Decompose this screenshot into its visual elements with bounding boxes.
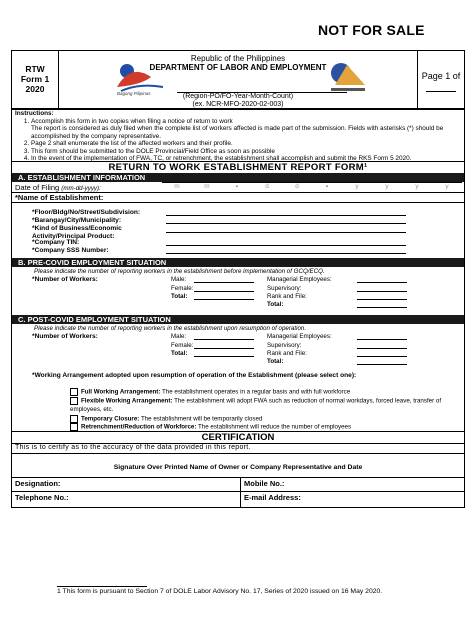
section-c-header: C. POST-COVID EMPLOYMENT SITUATION [12,315,464,324]
post-total-right-input[interactable] [357,364,407,365]
section-c-note: Please indicate the number of reporting workers in the establishment upon resumption of operation. [34,325,307,332]
certification-text: This is to certify as to the accuracy of the data provided in this report. [15,444,251,451]
address-input[interactable] [166,215,406,216]
section-b-note: Please indicate the number of reporting workers in the establishment before implementation of GCQ/ECQ. [34,268,325,275]
establishment-name-label: *Name of Establishment: [15,193,104,202]
option-flexible-arrangement[interactable]: Flexible Working Arrangement: The establishment will adopt FWA such as reduction of normal workdays, forced leave, transfer of employees, etc. [70,397,442,413]
post-managerial-input[interactable] [357,339,407,340]
tin-input[interactable] [166,245,406,246]
business-input[interactable] [166,232,406,233]
telephone-field[interactable]: Telephone No.: [15,493,69,502]
arrangement-question: *Working Arrangement adopted upon resumption of operation of the Establishment (please select one): [32,372,357,379]
footnote: 1 This form is pursuant to Section 7 of DOLE Labor Advisory No. 17, Series of 2020 issued on 16 May 2020. [57,588,383,595]
republic-text: Republic of the Philippines [190,54,286,63]
pre-total-right-input[interactable] [357,307,407,308]
form-code: RTW Form 1 2020 [12,51,59,109]
sss-input[interactable] [166,253,406,254]
business-label: *Kind of Business/Economic Activity/Principal Product: [32,225,122,240]
option-full-arrangement[interactable]: Full Working Arrangement: The establishment operates in a regular basis and with full workforce [70,388,440,396]
pre-female-input[interactable] [194,291,254,292]
option-retrenchment[interactable]: Retrenchment/Reduction of Workforce: The establishment will reduce the number of employees [70,423,455,431]
pre-rankfile-input[interactable] [357,299,407,300]
form-title: RETURN TO WORK ESTABLISHMENT REPORT FORM¹ [108,162,368,173]
footnote-rule [57,586,147,587]
designation-field[interactable]: Designation: [15,479,61,488]
date-of-filing-input[interactable]: m m - d d - y y y y [162,182,462,192]
section-b-header: B. PRE-COVID EMPLOYMENT SITUATION [12,258,464,267]
iso-cert-icon [327,59,369,95]
option-temporary-closure[interactable]: Temporary Closure: The establishment will be temporarily closed [70,415,440,423]
date-label: Date of Filing (mm-dd-yyyy): [15,183,101,192]
checkbox[interactable] [70,388,78,396]
barangay-label: *Barangay/City/Municipality: [32,217,122,224]
post-male-input[interactable] [194,339,254,340]
region-code: (Region-PO/FO-Year-Month-Count) [182,93,294,100]
post-female-input[interactable] [194,348,254,349]
pre-supervisory-input[interactable] [357,291,407,292]
section-a-header: A. ESTABLISHMENT INFORMATION [12,173,464,182]
barangay-input[interactable] [166,223,406,224]
form-header [11,50,465,110]
signature-label[interactable]: Signature Over Printed Name of Owner or Company Representative and Date [113,464,363,471]
page-number: Page 1 of [417,51,464,109]
address-label: *Floor/Bldg/No/Street/Subdivision: [32,209,141,216]
certification-title: CERTIFICATION [201,432,275,443]
pre-managerial-input[interactable] [357,282,407,283]
post-supervisory-input[interactable] [357,348,407,349]
checkbox[interactable] [70,423,78,431]
pre-total-input[interactable] [194,299,254,300]
report-form: Instructions: 1. Accomplish this form in two copies when filing a notice of return to work The report is considered as duly filed when the complete list of workers affected is made part of the submission. Fields with asterisks (*) should be accomplished by the company representative. 2. Page 2 shall enumerate the list of the affected workers and their profile. 3. This form should be submitted to the DOLE Provincial/Field Office as soon as possible 4. In the event of the implementation of FWA, TC, or retrenchment, the establishment shall accomplish and submit the RKS Form 5 2020. RETURN TO WORK ESTABLISHMENT REPORT FORM¹ A. ESTABLISHMENT INFORMATION Date of Filing (mm-dd-yyyy): m m - d d - y y y y *Name of Establishment: *Floor/Bldg/No/Street/Subdivision: *Barangay/City/Municipality: *Kind of Business/Economic Activity/Principal Product: *Company TIN: *Company SSS Number: B. PRE-COVID EMPLOYMENT SITUATION Please indicate the number of reporting workers in the establishment before implementation of GCQ/ECQ. *Number of Workers: Male: Female: Total: Managerial Employees: Supervisory: Rank and File: Total: C. POST-COVID EMPLOYMENT SITUATION Please indicate the number of reporting workers in the establishment upon resumption of operation. *Number of Workers: Male: Female: Total: Managerial Employees: Supervisory: Rank and File: Total: *Working Arrangement adopted upon resumption of operation of the Establishment (please select one): Full Working Arrangement: The establishment operates in a regular basis and with full workforce Flexible Working Arrangement: The establishment will adopt FWA such as reduction of normal workdays, forced leave, transfer of employees, etc. Temporary Closure: The establishment will be temporarily closed Retrenchment/Reduction of Workforce: The establishment will reduce the number of employees CERTIFICATION This is to certify as to the accuracy of the data provided in this report. Signature Over Printed Name of Owner or Company Representative and Date Designation: Mobile No.: Telephone No.: E-mail Address: [11,108,465,508]
checkbox[interactable] [70,397,78,405]
department-title: DEPARTMENT OF LABOR AND EMPLOYMENT [149,63,327,72]
email-field[interactable]: E-mail Address: [244,493,301,502]
svg-text:Bagong Pilipinas: Bagong Pilipinas [117,91,151,96]
post-total-input[interactable] [194,356,254,357]
mobile-field[interactable]: Mobile No.: [244,479,285,488]
post-rankfile-input[interactable] [357,356,407,357]
region-example: (ex. NCR-MFO-2020-02-003) [192,101,284,108]
pre-male-input[interactable] [194,282,254,283]
sss-label: *Company SSS Number: [32,247,109,254]
checkbox[interactable] [70,415,78,423]
tin-label: *Company TIN: [32,239,80,246]
instructions: Instructions: 1. Accomplish this form in two copies when filing a notice of return to work The report is considered as duly filed when the complete list of workers affected is made part of the submission. Fields with asterisks (*) should be accomplished by the company representative. 2. Page 2 shall enumerate the list of the affected workers and their profile. 3. This form should be submitted to the DOLE Provincial/Field Office as soon as possible 4. In the event of the implementation of FWA, TC, or retrenchment, the establishment shall accomplish and submit the RKS Form 5 2020. [15,110,461,163]
not-for-sale-stamp: NOT FOR SALE [318,22,425,38]
